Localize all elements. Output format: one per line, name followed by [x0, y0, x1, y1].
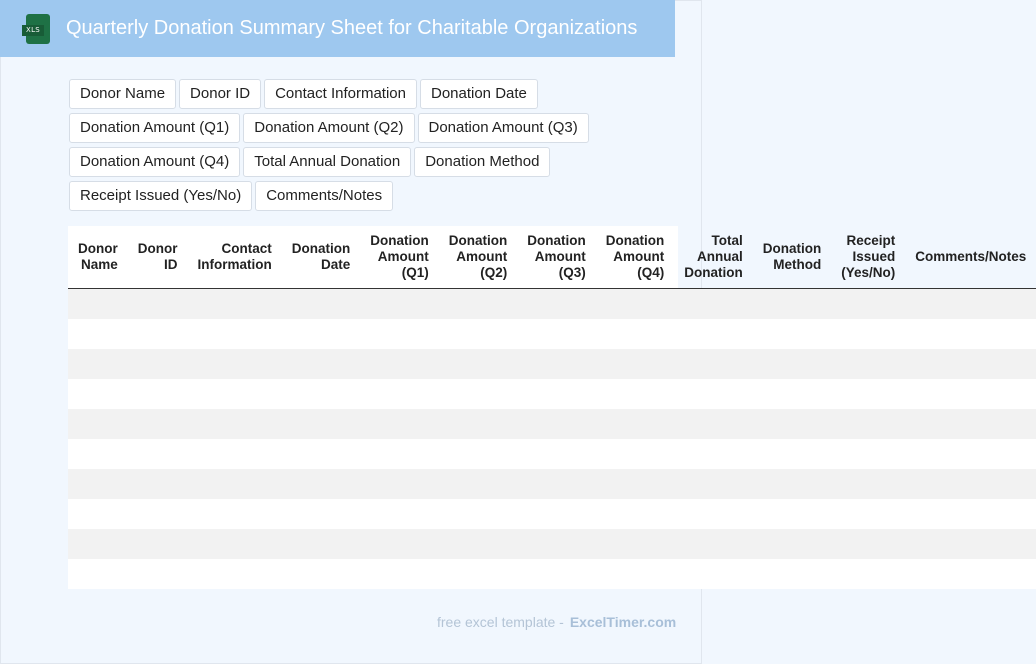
table-cell[interactable]: [68, 439, 128, 469]
xls-icon-label: XLS: [22, 25, 44, 36]
table-cell[interactable]: [188, 289, 282, 319]
table-cell[interactable]: [360, 319, 439, 349]
table-cell[interactable]: [188, 379, 282, 409]
table-cell[interactable]: [831, 349, 905, 379]
table-cell[interactable]: [360, 379, 439, 409]
table-cell[interactable]: [753, 379, 832, 409]
table-cell[interactable]: [596, 349, 675, 379]
table-cell[interactable]: [517, 409, 596, 439]
table-cell[interactable]: [439, 289, 518, 319]
table-header-cell: Comments/Notes: [905, 226, 1036, 289]
table-cell[interactable]: [128, 439, 188, 469]
table-cell[interactable]: [674, 529, 752, 559]
column-chip[interactable]: Donor ID: [179, 79, 261, 109]
table-cell[interactable]: [753, 349, 832, 379]
table-header-cell: Donation Amount (Q2): [439, 226, 518, 289]
table-cell[interactable]: [753, 439, 832, 469]
footer-brand-link[interactable]: ExcelTimer.com: [569, 614, 677, 630]
table-cell[interactable]: [282, 319, 361, 349]
data-table-container[interactable]: [68, 226, 1027, 589]
table-cell[interactable]: [188, 409, 282, 439]
table-cell[interactable]: [128, 529, 188, 559]
table-cell[interactable]: [517, 349, 596, 379]
table-cell[interactable]: [596, 379, 675, 409]
table-cell[interactable]: [517, 289, 596, 319]
column-chip[interactable]: Donation Amount (Q2): [243, 113, 414, 143]
footer-credit: [437, 614, 676, 630]
table-cell[interactable]: [674, 409, 752, 439]
table-cell[interactable]: [753, 469, 832, 499]
table-cell[interactable]: [360, 349, 439, 379]
table-cell[interactable]: [831, 439, 905, 469]
table-cell[interactable]: [596, 319, 675, 349]
table-cell[interactable]: [128, 499, 188, 529]
column-chip[interactable]: Total Annual Donation: [243, 147, 411, 177]
table-cell[interactable]: [360, 469, 439, 499]
table-cell[interactable]: [831, 469, 905, 499]
table-cell[interactable]: [68, 349, 128, 379]
table-row: [68, 379, 1036, 409]
table-cell[interactable]: [128, 289, 188, 319]
table-cell[interactable]: [596, 409, 675, 439]
table-cell[interactable]: [439, 529, 518, 559]
table-cell[interactable]: [674, 439, 752, 469]
table-cell[interactable]: [439, 409, 518, 439]
table-row: [68, 409, 1036, 439]
column-chip[interactable]: Comments/Notes: [255, 181, 393, 211]
table-cell[interactable]: [905, 379, 1036, 409]
page-title: Quarterly Donation Summary Sheet for Charitable Organizations: [66, 17, 638, 39]
column-chips: [69, 79, 609, 211]
table-cell[interactable]: [68, 499, 128, 529]
table-cell[interactable]: [282, 439, 361, 469]
table-cell[interactable]: [674, 289, 752, 319]
table-header-cell: Donation Amount (Q3): [517, 226, 596, 289]
table-cell[interactable]: [905, 529, 1036, 559]
table-cell[interactable]: [360, 529, 439, 559]
table-header-cell: Donation Date: [282, 226, 361, 289]
table-cell[interactable]: [674, 469, 752, 499]
table-header-cell: Donor ID: [128, 226, 188, 289]
table-cell[interactable]: [282, 499, 361, 529]
table-cell[interactable]: [282, 409, 361, 439]
table-cell[interactable]: [128, 319, 188, 349]
table-cell[interactable]: [753, 319, 832, 349]
column-chip[interactable]: Donation Method: [414, 147, 550, 177]
table-cell[interactable]: [753, 499, 832, 529]
column-chip[interactable]: Donation Amount (Q1): [69, 113, 240, 143]
table-header-cell: Contact Information: [188, 226, 282, 289]
table-cell[interactable]: [905, 499, 1036, 529]
table-cell[interactable]: [517, 319, 596, 349]
table-cell[interactable]: [188, 439, 282, 469]
table-cell[interactable]: [753, 409, 832, 439]
table-cell[interactable]: [517, 379, 596, 409]
table-cell[interactable]: [188, 349, 282, 379]
table-cell[interactable]: [517, 559, 596, 589]
table-cell[interactable]: [753, 289, 832, 319]
table-row: [68, 529, 1036, 559]
table-cell[interactable]: [128, 349, 188, 379]
table-cell[interactable]: [439, 499, 518, 529]
table-cell[interactable]: [753, 559, 832, 589]
table-cell[interactable]: [128, 409, 188, 439]
table-cell[interactable]: [905, 349, 1036, 379]
table-cell[interactable]: [282, 469, 361, 499]
table-cell[interactable]: [905, 319, 1036, 349]
table-row: [68, 499, 1036, 529]
table-row: [68, 289, 1036, 319]
column-chip[interactable]: Contact Information: [264, 79, 417, 109]
table-cell[interactable]: [282, 379, 361, 409]
table-cell[interactable]: [68, 469, 128, 499]
table-header-cell: Receipt Issued (Yes/No): [831, 226, 905, 289]
table-cell[interactable]: [596, 469, 675, 499]
table-cell[interactable]: [831, 379, 905, 409]
table-row: [68, 469, 1036, 499]
table-cell[interactable]: [188, 469, 282, 499]
table-cell[interactable]: [831, 499, 905, 529]
table-cell[interactable]: [439, 439, 518, 469]
table-cell[interactable]: [68, 319, 128, 349]
table-cell[interactable]: [439, 469, 518, 499]
table-cell[interactable]: [517, 469, 596, 499]
table-row: [68, 349, 1036, 379]
table-cell[interactable]: [282, 529, 361, 559]
table-header-cell: Donation Amount (Q1): [360, 226, 439, 289]
table-cell[interactable]: [596, 499, 675, 529]
table-cell[interactable]: [360, 499, 439, 529]
table-cell[interactable]: [439, 379, 518, 409]
table-row: [68, 559, 1036, 589]
table-cell[interactable]: [753, 529, 832, 559]
column-chip[interactable]: Donation Amount (Q3): [418, 113, 589, 143]
table-cell[interactable]: [831, 529, 905, 559]
table-cell[interactable]: [674, 379, 752, 409]
table-cell[interactable]: [596, 439, 675, 469]
column-chip[interactable]: Donation Amount (Q4): [69, 147, 240, 177]
table-row: [68, 319, 1036, 349]
table-cell[interactable]: [360, 289, 439, 319]
table-cell[interactable]: [68, 379, 128, 409]
table-header-cell: Total Annual Donation: [674, 226, 752, 289]
table-cell[interactable]: [596, 529, 675, 559]
table-cell[interactable]: [128, 469, 188, 499]
table-cell[interactable]: [905, 289, 1036, 319]
table-header-cell: Donation Method: [753, 226, 832, 289]
data-table: [68, 226, 1036, 589]
table-cell[interactable]: [68, 289, 128, 319]
header-banner: [0, 0, 675, 57]
table-cell[interactable]: [831, 409, 905, 439]
xls-file-icon: [22, 14, 50, 44]
table-cell[interactable]: [360, 409, 439, 439]
table-cell[interactable]: [68, 409, 128, 439]
table-cell[interactable]: [68, 529, 128, 559]
column-chip[interactable]: Receipt Issued (Yes/No): [69, 181, 252, 211]
table-cell[interactable]: [905, 439, 1036, 469]
table-header-row: [68, 226, 1036, 289]
table-cell[interactable]: [831, 319, 905, 349]
table-cell[interactable]: [596, 559, 675, 589]
table-cell[interactable]: [596, 289, 675, 319]
table-cell[interactable]: [517, 499, 596, 529]
table-cell[interactable]: [282, 289, 361, 319]
table-header-cell: Donation Amount (Q4): [596, 226, 675, 289]
footer-text: free excel template -: [437, 614, 564, 630]
table-cell[interactable]: [188, 529, 282, 559]
table-cell[interactable]: [905, 409, 1036, 439]
table-header-cell: Donor Name: [68, 226, 128, 289]
table-cell[interactable]: [439, 349, 518, 379]
table-cell[interactable]: [831, 559, 905, 589]
table-cell[interactable]: [360, 439, 439, 469]
table-cell[interactable]: [128, 559, 188, 589]
table-cell[interactable]: [188, 319, 282, 349]
table-cell[interactable]: [674, 349, 752, 379]
table-cell[interactable]: [188, 559, 282, 589]
table-cell[interactable]: [905, 469, 1036, 499]
table-cell[interactable]: [674, 559, 752, 589]
table-cell[interactable]: [188, 499, 282, 529]
column-chip[interactable]: Donor Name: [69, 79, 176, 109]
table-cell[interactable]: [517, 529, 596, 559]
table-cell[interactable]: [674, 499, 752, 529]
table-cell[interactable]: [282, 559, 361, 589]
table-cell[interactable]: [831, 289, 905, 319]
table-cell[interactable]: [439, 319, 518, 349]
column-chip[interactable]: Donation Date: [420, 79, 538, 109]
table-cell[interactable]: [517, 439, 596, 469]
table-cell[interactable]: [282, 349, 361, 379]
table-cell[interactable]: [128, 379, 188, 409]
table-row: [68, 439, 1036, 469]
table-cell[interactable]: [68, 559, 128, 589]
table-cell[interactable]: [439, 559, 518, 589]
table-cell[interactable]: [905, 559, 1036, 589]
table-cell[interactable]: [674, 319, 752, 349]
table-cell[interactable]: [360, 559, 439, 589]
table-body: [68, 289, 1036, 589]
